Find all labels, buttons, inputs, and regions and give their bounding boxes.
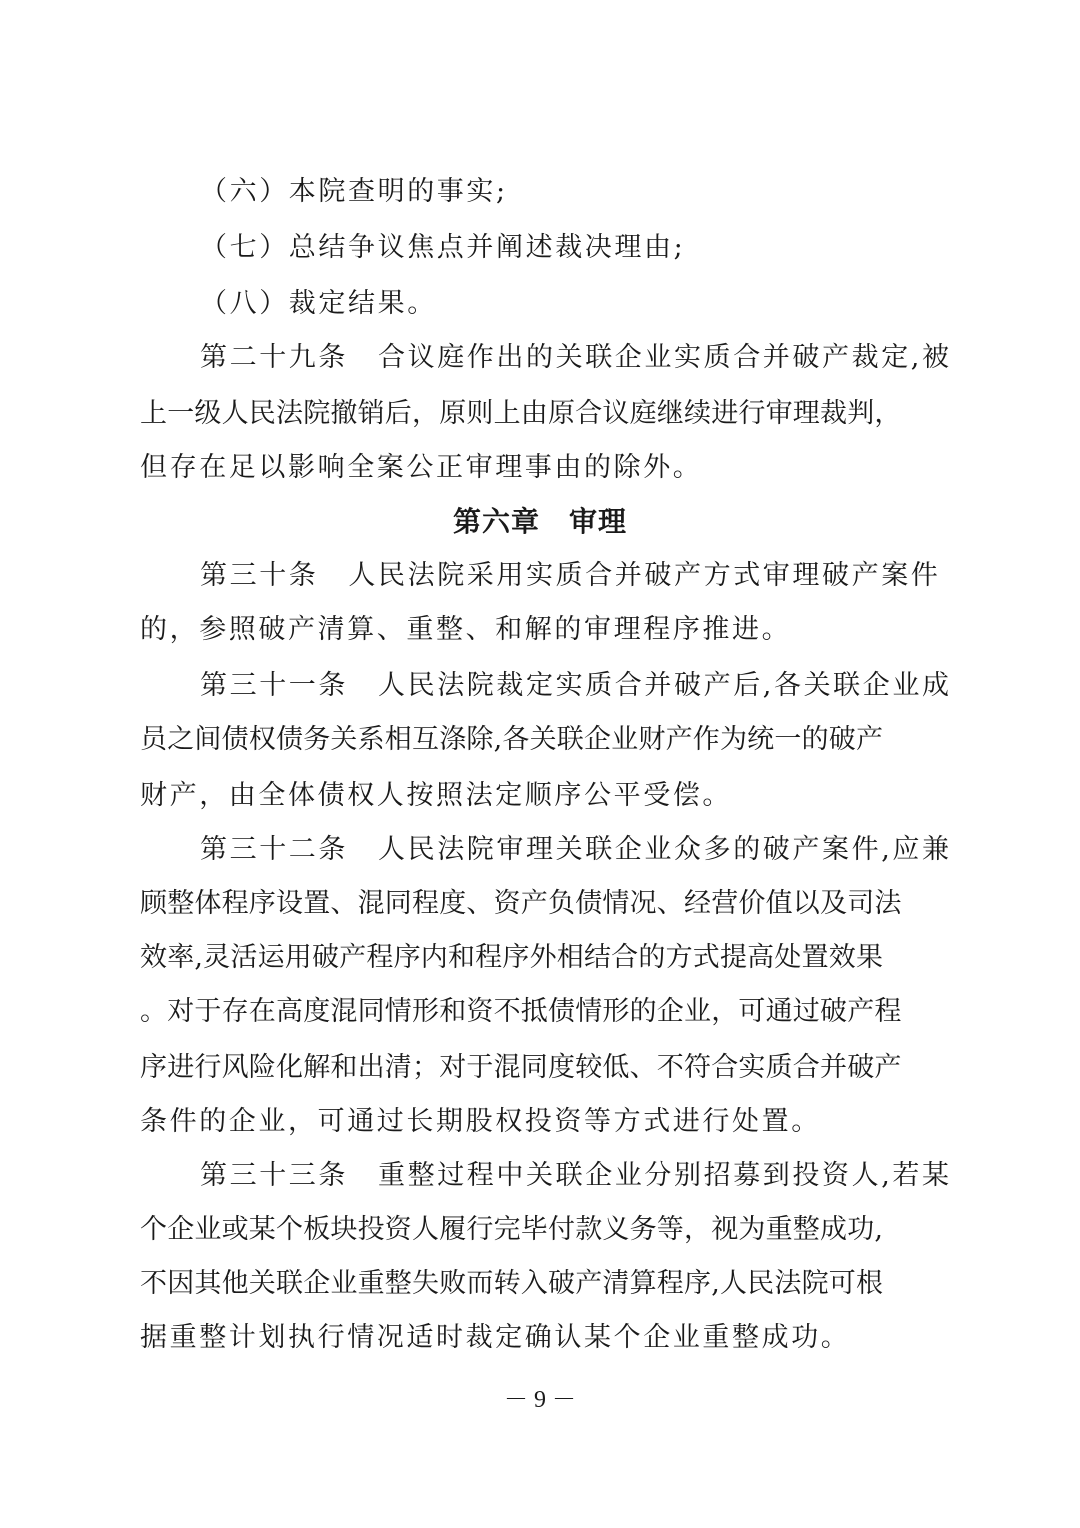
article-33-line-4: 据重整计划执行情况适时裁定确认某个企业重整成功。 (140, 1322, 851, 1353)
article-32-line-5: 序进行风险化解和出清；对于混同度较低、不符合实质合并破产 (140, 1052, 902, 1083)
list-item-seven: （七）总结争议焦点并阐述裁决理由; (200, 232, 686, 263)
article-32-line-2: 顾整体程序设置、混同程度、资产负债情况、经营价值以及司法 (140, 888, 902, 919)
article-32-first-line (200, 828, 952, 872)
article-32-label: 第三十二条 (200, 834, 348, 865)
article-33-line-3: 不因其他关联企业重整失败而转入破产清算程序,人民法院可根 (140, 1268, 884, 1299)
article-29-line-2: 上一级人民法院撤销后，原则上由原合议庭继续进行审理裁判， (140, 398, 902, 429)
page-number: － 9 － (504, 1387, 576, 1413)
article-31-line-3: 财产，由全体债权人按照法定顺序公平受偿。 (140, 780, 732, 811)
article-31-label: 第三十一条 (200, 670, 348, 701)
list-item-eight: （八）裁定结果。 (200, 288, 437, 319)
article-33-text: 重整过程中关联企业分别招募到投资人,若某 (378, 1160, 952, 1191)
article-30-line-2: 的，参照破产清算、重整、和解的审理程序推进。 (140, 614, 792, 645)
article-33-first-line (200, 1154, 952, 1198)
article-33-label: 第三十三条 (200, 1160, 348, 1191)
article-29-first-line (200, 336, 952, 380)
article-31-text: 人民法院裁定实质合并破产后,各关联企业成 (378, 670, 952, 701)
article-32-line-4: 。对于存在高度混同情形和资不抵债情形的企业，可通过破产程 (140, 996, 902, 1027)
article-31-first-line (200, 664, 952, 708)
article-31-line-2: 员之间债权债务关系相互涤除,各关联企业财产作为统一的破产 (140, 724, 884, 755)
article-32-line-6: 条件的企业，可通过长期股权投资等方式进行处置。 (140, 1106, 821, 1137)
article-30-first-line (200, 554, 940, 598)
article-30-text: 人民法院采用实质合并破产方式审理破产案件 (348, 560, 941, 591)
list-item-six: （六）本院查明的事实; (200, 176, 508, 207)
article-30-label: 第三十条 (200, 560, 319, 591)
article-33-line-2: 个企业或某个板块投资人履行完毕付款义务等，视为重整成功, (140, 1214, 884, 1245)
article-29-line-3: 但存在足以影响全案公正审理事由的除外。 (140, 452, 703, 483)
chapter-heading: 第六章 审理 (452, 505, 627, 538)
article-29-label: 第二十九条 (200, 342, 348, 373)
article-29-text: 合议庭作出的关联企业实质合并破产裁定,被 (378, 342, 952, 373)
article-32-line-3: 效率,灵活运用破产程序内和程序外相结合的方式提高处置效果 (140, 942, 884, 973)
article-32-text: 人民法院审理关联企业众多的破产案件,应兼 (378, 834, 952, 865)
